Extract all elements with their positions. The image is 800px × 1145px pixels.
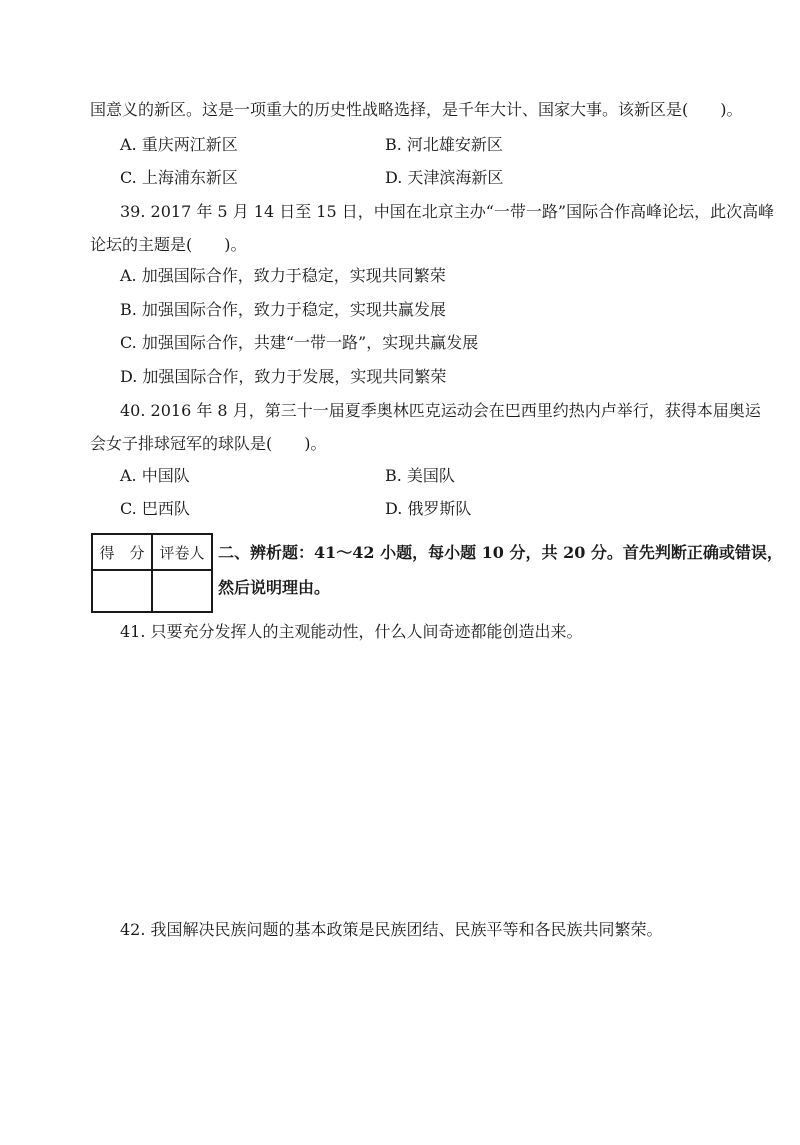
q40-stem-line2: 会女子排球冠军的球队是( )。 bbox=[90, 434, 327, 453]
q39-option-a: A. 加强国际合作，致力于稳定，实现共同繁荣 bbox=[120, 266, 446, 285]
q38-option-a: A. 重庆两江新区 bbox=[120, 135, 238, 154]
q40-stem-line1: 40. 2016 年 8 月，第三十一届夏季奥林匹克运动会在巴西里约热内卢举行，获得本届奥运 bbox=[120, 401, 761, 420]
q41-text: 41. 只要充分发挥人的主观能动性，什么人间奇迹都能创造出来。 bbox=[120, 622, 583, 641]
score-cell bbox=[92, 570, 152, 612]
q40-option-a: A. 中国队 bbox=[120, 466, 190, 485]
q38-option-d: D. 天津滨海新区 bbox=[385, 168, 504, 187]
q38-option-c: C. 上海浦东新区 bbox=[120, 168, 238, 187]
section-heading-line2: 然后说明理由。 bbox=[218, 578, 331, 597]
q40-option-b: B. 美国队 bbox=[385, 466, 455, 485]
q38-continuation: 国意义的新区。这是一项重大的历史性战略选择，是千年大计、国家大事。该新区是( )。 bbox=[90, 100, 743, 119]
q39-option-d: D. 加强国际合作，致力于发展，实现共同繁荣 bbox=[120, 367, 447, 386]
score-label: 得 分 bbox=[92, 534, 152, 570]
q39-option-b: B. 加强国际合作，致力于稳定，实现共赢发展 bbox=[120, 300, 446, 319]
q38-option-b: B. 河北雄安新区 bbox=[385, 135, 503, 154]
q39-stem-line2: 论坛的主题是( )。 bbox=[90, 235, 247, 254]
q39-option-c: C. 加强国际合作，共建“一带一路”，实现共赢发展 bbox=[120, 333, 479, 352]
q40-option-c: C. 巴西队 bbox=[120, 499, 190, 518]
section-heading-line1: 二、辨析题：41～42 小题，每小题 10 分，共 20 分。首先判断正确或错误， bbox=[218, 543, 783, 562]
grader-cell bbox=[152, 570, 212, 612]
q42-text: 42. 我国解决民族问题的基本政策是民族团结、民族平等和各民族共同繁荣。 bbox=[120, 920, 663, 939]
q40-option-d: D. 俄罗斯队 bbox=[385, 499, 472, 518]
q39-stem-line1: 39. 2017 年 5 月 14 日至 15 日，中国在北京主办“一带一路”国际合作高峰论坛，此次高峰 bbox=[120, 202, 775, 221]
grader-label: 评卷人 bbox=[152, 534, 212, 570]
score-box bbox=[91, 533, 213, 613]
